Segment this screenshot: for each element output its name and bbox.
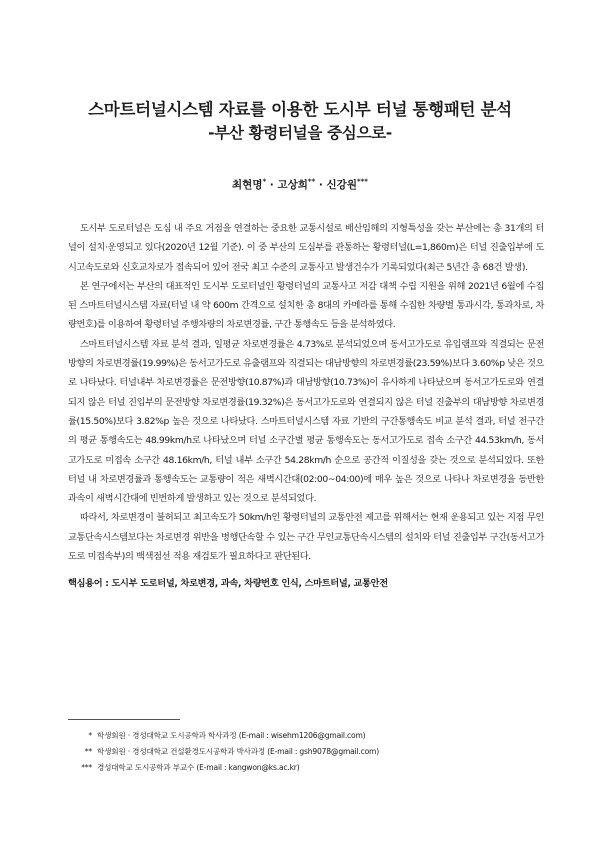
author-name: 고상희 (277, 179, 308, 191)
footnotes (78, 728, 379, 777)
abstract-paragraph: 본 연구에서는 부산의 대표적인 도시부 도로터널인 황령터널의 교통사고 저감 대책 수립 지원을 위해 2021년 6월에 수집된 스마트터널시스템 자료(터널 내 약 600m 간격으로 설치한 총 8대의 카메라를 통해 수집한 차량별 통과시각, 통과차로, 차량번호)를 이용하여 황령터널 주행차량의 차로변경률, 구간 통행속도 등을 분석하였다. (68, 280, 544, 331)
author-mark: ** (307, 177, 316, 186)
paper-title: 스마트터널시스템 자료를 이용한 도시부 터널 통행패턴 분석 (88, 100, 512, 119)
keywords-list: 도시부 도로터널, 차로변경, 과속, 차량번호 인식, 스마트터널, 교통안전 (111, 578, 388, 589)
keywords (68, 575, 544, 589)
abstract-paragraph: 스마트터널시스템 자료 분석 결과, 일평균 차로변경률은 4.73%로 분석되었으며 동서고가도로 유입램프와 직결되는 문전방향의 차로변경률(19.99%)은 동서고가도로 유출램프와 직결되는 대남방향의 차로변경률(23.59%)보다 3.60%p 낮은 것으로 나타났다. 터널내부 차로변경률은 문전방향(10.87%)과 대남방향(10.73%)이 유사하게 나타났으며 동서고가도로와 연결되지 않은 터널 진입부의 문전방향 차로변경률(19.32%)은 동서고가도로와 연결되지 않은 터널 진출부의 대남방향 차로변경률(15.50%)보다 3.82%p 높은 것으로 나타났다. 스마트터널시스템 자료 기반의 구간통행속도 비교 분석 결과, 터널 전구간의 평균 통행속도는 48.99km/h로 나타났으며 터널 소구간별 평균 통행속도는 동서고가도로 접속 소구간 44.53km/h, 동서고가도로 미접속 소구간 48.16km/h, 터널 내부 소구간 54.28km/h 순으로 공간적 이질성을 갖는 것으로 분석되었다. 또한 터널 내 차로변경률과 통행속도는 교통량이 적은 새벽시간대(02:00~04:00)에 매우 높은 것으로 나타나 차로변경을 동반한 과속이 새벽시간대에 빈번하게 발생하고 있는 것으로 분석되었다. (68, 338, 544, 505)
abstract-paragraph: 도시부 도로터널은 도심 내 주요 거점을 연결하는 중요한 교통시설로 배산임해의 지형특성을 갖는 부산에는 총 31개의 터널이 설치·운영되고 있다(2020년 12월 기준). 이 중 부산의 도심부를 관통하는 황령터널(L=1,860m)은 터널 진출입부에 도시고속도로와 신호교차로가 접속되어 있어 전국 최고 수준의 교통사고 발생건수가 기록되었다(최근 5년간 총 68건 발생). (68, 223, 544, 273)
author-separator: · (269, 179, 274, 191)
footnote-text: 학생회원 · 경성대학교 도시공학과 학사과정 (E-mail : wisehm1206@gmail.com) (97, 731, 366, 740)
author-separator: · (318, 179, 323, 191)
footnote (78, 744, 379, 760)
author-list (0, 177, 600, 192)
footnote-divider (68, 719, 180, 720)
author-mark: *** (356, 177, 368, 186)
footnote-mark: * (88, 731, 92, 740)
footnote-mark: *** (81, 763, 92, 773)
author-name: 최현명 (232, 179, 263, 191)
author-mark: * (262, 177, 267, 186)
footnote-text: 경성대학교 도시공학과 부교수 (E-mail : kangwon@ks.ac.kr) (97, 763, 300, 773)
footnote-text: 학생회원 · 경성대학교 건설환경도시공학과 박사과정 (E-mail : gsh9078@gmail.com) (97, 747, 380, 757)
footnote (78, 728, 379, 744)
abstract (68, 219, 544, 566)
paper-subtitle: -부산 황령터널을 중심으로- (208, 124, 392, 142)
keywords-label: 핵심용어 : (68, 578, 112, 589)
author-name: 신강원 (326, 179, 357, 191)
footnote-mark: ** (84, 747, 92, 757)
abstract-paragraph: 따라서, 차로변경이 불허되고 최고속도가 50km/h인 황령터널의 교통안전 제고를 위해서는 현재 운용되고 있는 지점 무인교통단속시스템보다는 차로변경 위반을 병행단속할 수 있는 구간 무인교통단속시스템의 설치와 터널 진출입부 구간(동서고가도로 미접속부)의 백색점선 적용 재검토가 필요하다고 판단된다. (68, 512, 544, 563)
footnote (78, 760, 379, 776)
